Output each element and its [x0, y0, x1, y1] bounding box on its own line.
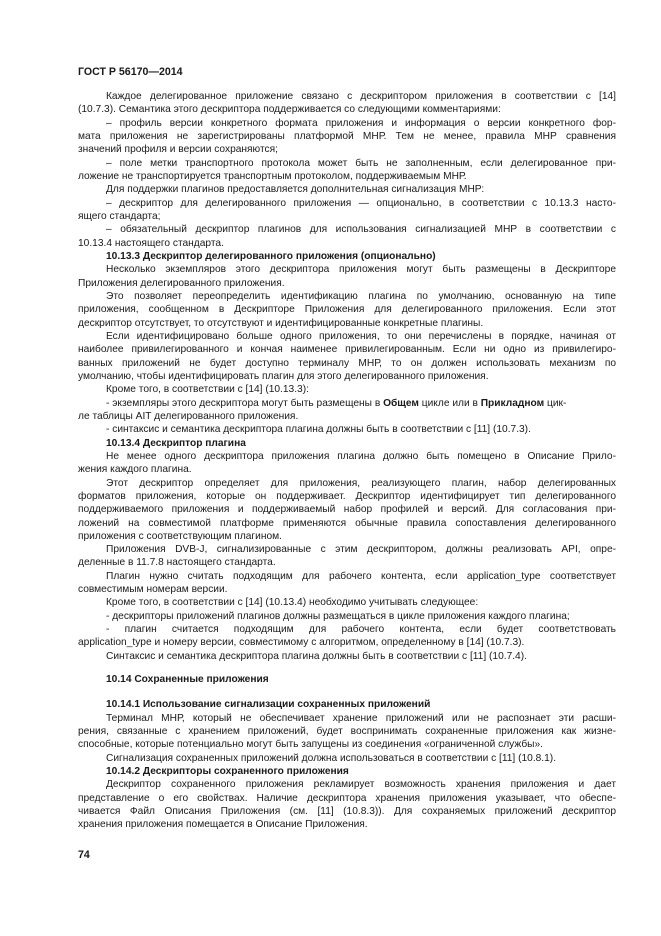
text-line: 10.13.4 настоящего стандарта.	[78, 237, 224, 249]
text-line: – обязательный дескриптор плагинов для использования сигнализацией МНР в соответствии с	[106, 224, 616, 236]
text-line: рения, связанные с хранением приложений, будет воспринимать сохраненные приложения как жизне-	[78, 726, 616, 738]
text-line: Приложения DVB-J, сигнализированные с этим дескриптором, должны реализовать API, опре-	[106, 544, 616, 556]
text-line: application_type и номеру версии, совместимому с алгоритмом, определенному в [14] (10.7.3).	[78, 637, 525, 649]
text-line: поддерживаемого приложения и поддерживаемый набор профилей и версий. Для согласования при-	[78, 504, 616, 516]
text-line: деленные в 11.7.8 настоящего стандарта.	[78, 557, 276, 569]
section-heading: 10.13.4 Дескриптор плагина	[106, 437, 246, 449]
text-line: Не менее одного дескриптора приложения плагина должно быть помещено в Описание Прило-	[106, 450, 616, 462]
text-run: цикле или в	[418, 397, 481, 409]
text-line: - плагин считается подходящим для рабочего контента, если будет соответствовать	[106, 624, 616, 636]
text-line: ложение не транспортируется транспортным протоколом, поддерживаемым МНР.	[78, 170, 467, 182]
text-line: приложения, сообщенном в Дескрипторе Приложения для делегированного приложения. Если этот	[78, 304, 616, 316]
text-line: Этот дескриптор определяет для приложения, реализующего плагин, набор делегированных	[106, 477, 616, 489]
text-line: Плагин нужно считать подходящим для рабочего контента, если application_type соответствует	[106, 570, 616, 582]
text-line: представление о его свойствах. Наличие дескриптора хранения приложения указывает, что обеспе-	[78, 792, 616, 804]
text-line: – профиль версии конкретного формата приложения и информация о версии конкретного фор-	[106, 117, 616, 129]
document-body	[78, 90, 616, 832]
text-line: Приложения делегированного приложения.	[78, 277, 285, 289]
text-line: приложения с соответствующим плагином.	[78, 530, 282, 542]
section-heading: 10.14.2 Дескрипторы сохраненного приложения	[106, 766, 349, 778]
text-line: жения каждого плагина.	[78, 464, 192, 476]
section-heading: 10.13.3 Дескриптор делегированного приложения (опционально)	[106, 250, 436, 262]
text-line: - синтаксис и семантика дескриптора плагина должны быть в соответствии с [11] (10.7.3).	[106, 424, 531, 436]
text-run: - экземпляры этого дескриптора могут быть размещены в	[106, 397, 384, 409]
text-line: – дескриптор для делегированного приложения — опционально, в соответствии с 10.13.3 насто-	[106, 197, 616, 209]
text-line: наиболее привилегированного и кончая наименее привилегированным. Если ни одно из привилегиро-	[78, 344, 616, 356]
text-line: Это позволяет переопределить идентификацию плагина по умолчанию, основанную на типе	[106, 290, 616, 302]
document-header: ГОСТ Р 56170—2014	[78, 66, 183, 78]
section-heading: 10.14 Сохраненные приложения	[106, 674, 269, 686]
text-line: Дескриптор сохраненного приложения рекламирует возможность хранения приложения и дает	[106, 779, 616, 791]
text-run: цик-	[544, 397, 567, 409]
text-line: умолчанию, чтобы идентифицировать плагин для этого делегированного приложения.	[78, 370, 489, 382]
text-line: Синтаксис и семантика дескриптора плагина должны быть в соответствии с [11] (10.7.4).	[106, 650, 527, 662]
text-line: Кроме того, в соответствии с [14] (10.13.3):	[106, 384, 309, 396]
text-line: ле таблицы AIT делегированного приложения.	[78, 410, 299, 422]
text-line: Сигнализация сохраненных приложений должна использоваться в соответствии с [11] (10.8.1).	[106, 752, 557, 764]
text-line: Кроме того, в соответствии с [14] (10.13.4) необходимо учитывать следующее:	[106, 597, 479, 609]
text-line: Для поддержки плагинов предоставляется дополнительная сигнализация МНР:	[106, 184, 485, 196]
text-line: способные, которые потенциально могут быть запущены из соединения «ограниченной службы».	[78, 739, 543, 751]
section-heading: 10.14.1 Использование сигнализации сохраненных приложений	[106, 699, 431, 711]
text-line: форматов приложения, которые он поддерживает. Дескриптор идентифицирует тип делегированного	[78, 490, 616, 502]
page-number: 74	[78, 849, 90, 861]
text-line	[78, 397, 616, 410]
text-line: хранения приложения помещается в Описание Приложения.	[78, 819, 368, 831]
text-line: Терминал МНР, который не обеспечивает хранение приложений или не распознает эти расши-	[106, 712, 616, 724]
text-line: чивается Файл Описания Приложения (см. [11] (10.8.3)). Для сохраняемых приложений дескриптор	[78, 806, 616, 818]
text-line: дескриптор отсутствует, то отсутствуют и идентифицированные конкретные плагины.	[78, 317, 484, 329]
text-line: Несколько экземпляров этого дескриптора приложения могут быть размещены в Дескрипторе	[106, 264, 616, 276]
text-line: ящего стандарта;	[78, 210, 161, 222]
text-line: – поле метки транспортного протокола может быть не заполненным, если делегированное при-	[106, 157, 616, 169]
text-line: значений профиля и версии сохраняются;	[78, 144, 278, 156]
text-line: ложений на совместимой платформе применяются обычные правила сопоставления делегированного	[78, 517, 616, 529]
bold-term: Прикладном	[480, 397, 545, 409]
text-line: мата приложения не зарегистрированы платформой МНР. Тем не менее, правила МНР сравнения	[78, 130, 616, 142]
text-line: ванных приложений не будет доступно терминалу МНР, то он должен использовать механизм по	[78, 357, 616, 369]
text-line: Каждое делегированное приложение связано с дескриптором приложения в соответствии с [14]	[106, 91, 616, 102]
text-line: - дескрипторы приложений плагинов должны размещаться в цикле приложения каждого плагина;	[106, 610, 570, 622]
bold-term: Общем	[383, 397, 419, 409]
text-line: (10.7.3). Семантика этого дескриптора поддерживается со следующими комментариями:	[78, 104, 501, 116]
text-line: совместимым номерам версии.	[78, 584, 228, 596]
text-line: Если идентифицировано больше одного приложения, то они перечислены в порядке, начиная от	[106, 330, 616, 342]
